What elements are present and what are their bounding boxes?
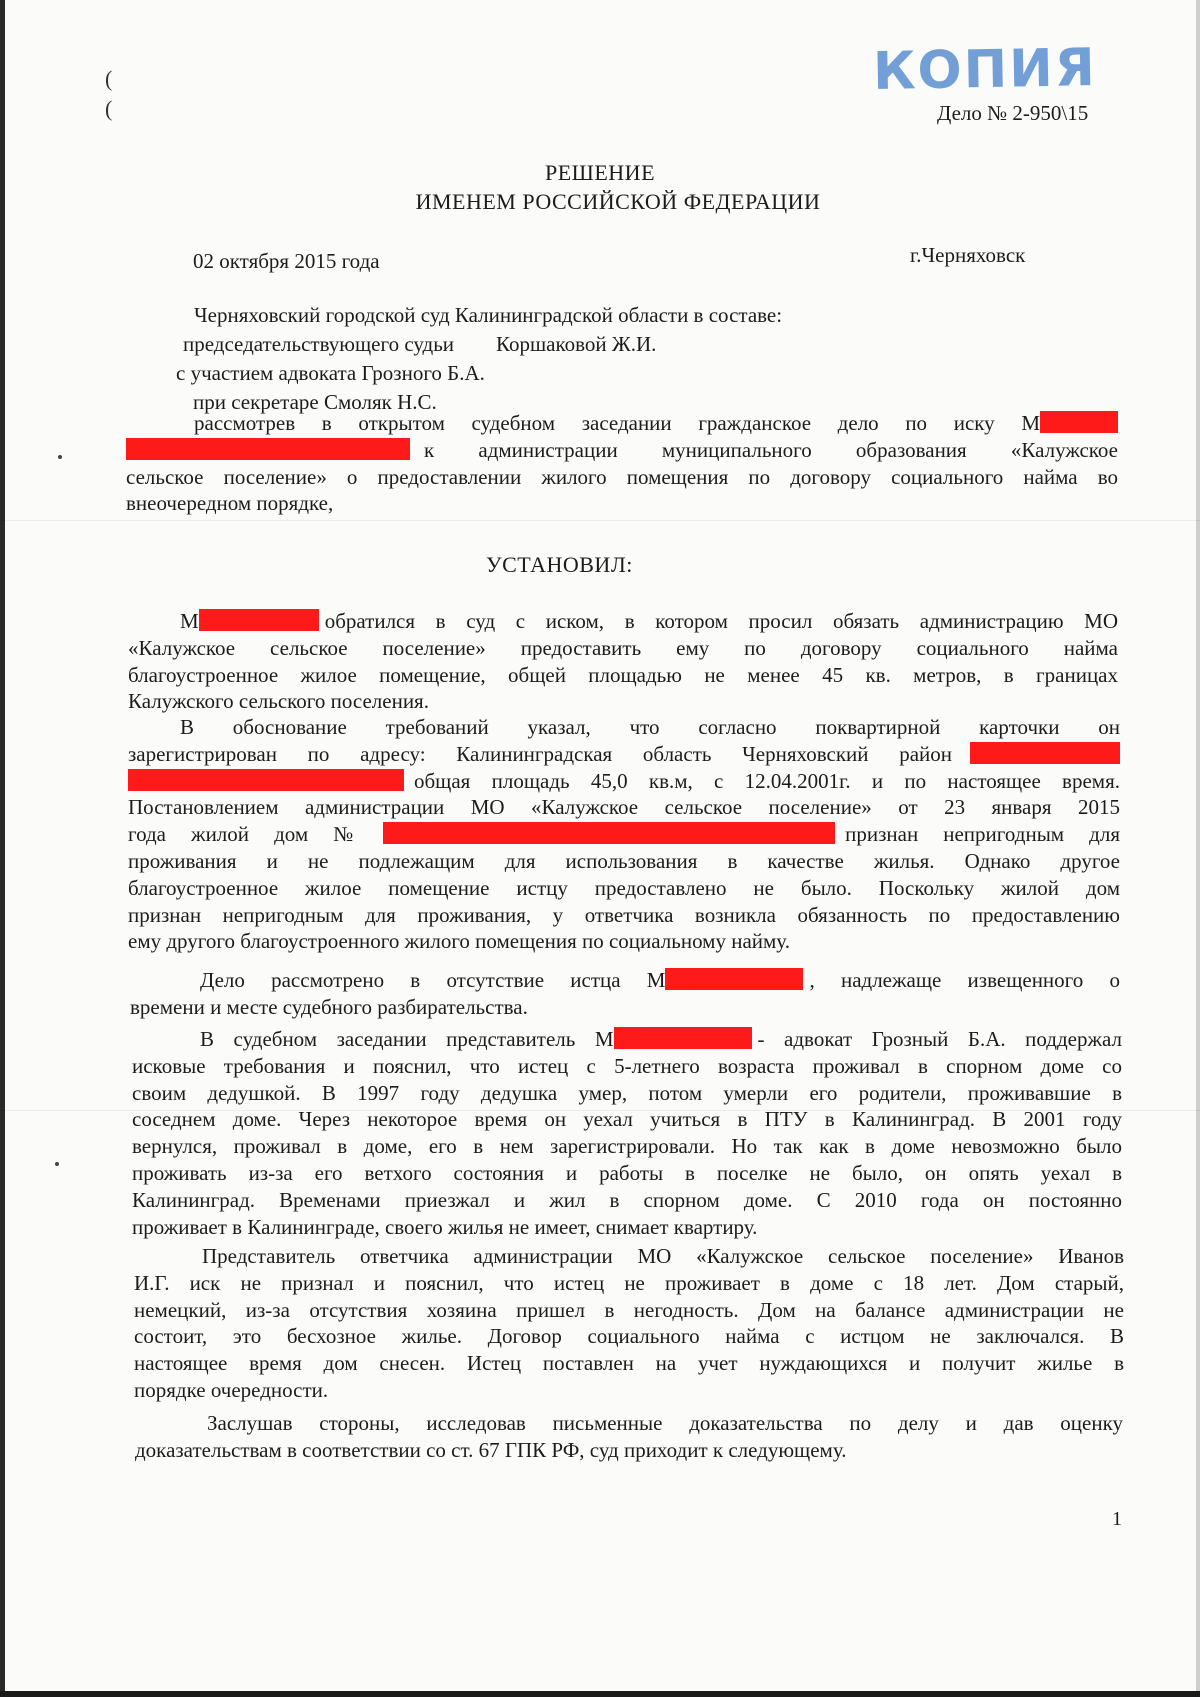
paragraph-line: Калужского сельского поселения. bbox=[128, 689, 429, 714]
scan-edge-right bbox=[1196, 0, 1200, 1697]
redaction bbox=[665, 968, 803, 990]
intro-line: рассмотрев в открытом судебном заседании гражданское дело по иску М bbox=[194, 411, 1040, 435]
paragraph-line: И.Г. иск не признал и пояснил, что истец не проживает в доме с 18 лет. Дом старый, bbox=[134, 1270, 1124, 1295]
case-number: Дело № 2-950\15 bbox=[937, 101, 1089, 125]
intro-paragraph bbox=[126, 410, 1118, 517]
paragraph-line: соседнем доме. Через некоторое время он уехал учиться в ПТУ в Калининград. В 2001 году bbox=[132, 1107, 1122, 1132]
paragraph bbox=[135, 1410, 1123, 1464]
paragraph-line: настоящее время дом снесен. Истец поставлен на учет нуждающихся и получит жилье в bbox=[134, 1351, 1124, 1376]
redaction bbox=[383, 822, 835, 844]
redaction bbox=[970, 742, 1120, 764]
paragraph-line: Калининград. Временами приезжал и жил в спорном доме. С 2010 года он постоянно bbox=[132, 1187, 1122, 1212]
intro-line: к администрации муниципального образования «Калужское bbox=[424, 437, 1118, 462]
fold-line bbox=[0, 520, 1200, 521]
scan-edge-left bbox=[0, 0, 5, 1697]
paragraph-line: немецкий, из-за отсутствия хозяина пришел в негодность. Дом на балансе администрации не bbox=[134, 1297, 1124, 1322]
paragraph: Дело рассмотрено в отсутствие истца М , надлежаще извещенного о времени и месте судебного разбирательства. bbox=[130, 968, 1120, 1019]
redaction bbox=[126, 438, 410, 460]
intro-line: сельское поселение» о предоставлении жилого помещения по договору социального найма во bbox=[126, 464, 1118, 489]
scan-mark: ( bbox=[105, 96, 113, 121]
section-heading: УСТАНОВИЛ: bbox=[486, 552, 633, 577]
scan-speck bbox=[55, 1162, 59, 1166]
court-composition-line: Черняховский городской суд Калининградской области в составе: bbox=[194, 303, 783, 327]
intro-line: внеочередном порядке, bbox=[126, 491, 334, 516]
paragraph-line: проживания и не подлежащим для использования в качестве жилья. Однако другое bbox=[128, 848, 1120, 873]
redaction bbox=[128, 769, 404, 791]
paragraph-line: доказательствам в соответствии со ст. 67 ГПК РФ, суд приходит к следующему. bbox=[135, 1437, 847, 1462]
redaction bbox=[199, 609, 319, 631]
paragraph-line: проживает в Калининграде, своего жилья не имеет, снимает квартиру. bbox=[132, 1214, 758, 1239]
scan-edge-bottom bbox=[0, 1691, 1200, 1697]
copy-stamp: КОПИЯ bbox=[872, 38, 1098, 102]
paragraph-line: проживать из-за его ветхого состояния и работы в поселке не было, он опять уехал в bbox=[132, 1160, 1122, 1185]
paragraph-line: «Калужское сельское поселение» предоставить ему по договору социального найма bbox=[128, 635, 1118, 660]
paragraph-line: признан непригодным для проживания, у ответчика возникла обязанность по предоставлению bbox=[128, 902, 1120, 927]
paragraph-line: исковые требования и пояснил, что истец с 5-летнего возраста проживал в спорном доме со bbox=[132, 1053, 1122, 1078]
paragraph-line: времени и месте судебного разбирательства. bbox=[130, 994, 528, 1019]
page-number: 1 bbox=[1112, 1508, 1122, 1530]
paragraph-line: Заслушав стороны, исследовав письменные доказательства по делу и дав оценку bbox=[207, 1411, 1123, 1435]
court-composition-line: председательствующего судьи Коршаковой Ж.И. bbox=[183, 332, 657, 356]
paragraph-line: состоит, это бесхозное жилье. Договор социального найма с истцом не заключался. В bbox=[134, 1324, 1124, 1349]
decision-date: 02 октября 2015 года bbox=[193, 249, 380, 273]
scan-mark: ( bbox=[105, 66, 113, 91]
document-title: РЕШЕНИЕ bbox=[544, 160, 656, 185]
paragraph-line: В обоснование требований указал, что согласно поквартирной карточки он bbox=[180, 715, 1120, 739]
decision-city: г.Черняховск bbox=[910, 243, 1026, 267]
paragraph-line: порядке очередности. bbox=[134, 1377, 329, 1402]
paragraph-line: благоустроенное жилое помещение, общей площадью не менее 45 кв. метров, в границах bbox=[128, 662, 1118, 687]
redaction bbox=[1040, 411, 1118, 433]
document-subtitle: ИМЕНЕМ РОССИЙСКОЙ ФЕДЕРАЦИИ bbox=[415, 189, 821, 214]
paragraph-line: ему другого благоустроенного жилого помещения по социальному найму. bbox=[128, 929, 790, 954]
paragraph-line: своим дедушкой. В 1997 году дедушка умер, потом умерли его родители, проживавшие в bbox=[132, 1080, 1122, 1105]
scan-speck bbox=[58, 455, 62, 459]
paragraph-line: Постановлением администрации МО «Калужское сельское поселение» от 23 января 2015 bbox=[128, 795, 1120, 820]
paragraph-line: вернулся, проживал в доме, его в нем зарегистрировали. Но так как в доме невозможно было bbox=[132, 1134, 1122, 1159]
paragraph: В обоснование требований указал, что согласно поквартирной карточки он зарегистрирован по адресу: Калининградская область Черняховский район общая площадь 45,0 кв.м, с 12.04.2001г. и по настоящее время. Постановлением администрации МО «Калужское сельское поселение» от 23 января 2015 года жилой дом № признан непригодным для проживания и не подлежащим для использования в качестве жилья. Однако другое благоустроенное жилое помещение истцу предоставлено не было. Поскольку жилой дом признан непригодным для проживания, у ответчика возникла обязанность по предоставлению ему другого благоустроенного жилого помещения по социальному найму. bbox=[128, 715, 1120, 954]
redaction bbox=[614, 1027, 752, 1049]
paragraph bbox=[134, 1243, 1124, 1404]
court-composition-line: с участием адвоката Грозного Б.А. bbox=[176, 361, 485, 385]
paragraph: В судебном заседании представитель М - адвокат Грозный Б.А. поддержал исковые требования и пояснил, что истец с 5-летнего возраста проживал в спорном доме со своим дедушкой. В 1997 году дедушка умер, потом умерли его родители, проживавшие в соседнем доме. Через некоторое время он уехал учиться в ПТУ в Калининград. В 2001 году вернулся, проживал в доме, его в нем зарегистрировали. Но так как в доме невозможно было проживать из-за его ветхого состояния и работы в поселке не было, он опять уехал в Калининград. Временами приезжал и жил в спорном доме. С 2010 года он постоянно проживает в Калининграде, своего жилья не имеет, снимает квартиру. bbox=[132, 1027, 1122, 1239]
paragraph-line: благоустроенное жилое помещение истцу предоставлено не было. Поскольку жилой дом bbox=[128, 875, 1120, 900]
paragraph-line: Представитель ответчика администрации МО «Калужское сельское поселение» Иванов bbox=[202, 1244, 1124, 1268]
court-composition-line: при секретаре Смоляк Н.С. bbox=[193, 390, 437, 414]
paragraph: М обратился в суд с иском, в котором просил обязать администрацию МО «Калужское сельское поселение» предоставить ему по договору социального найма благоустроенное жилое помещение, общей площадью не менее 45 кв. метров, в границах Калужского сельского поселения. bbox=[128, 609, 1118, 714]
